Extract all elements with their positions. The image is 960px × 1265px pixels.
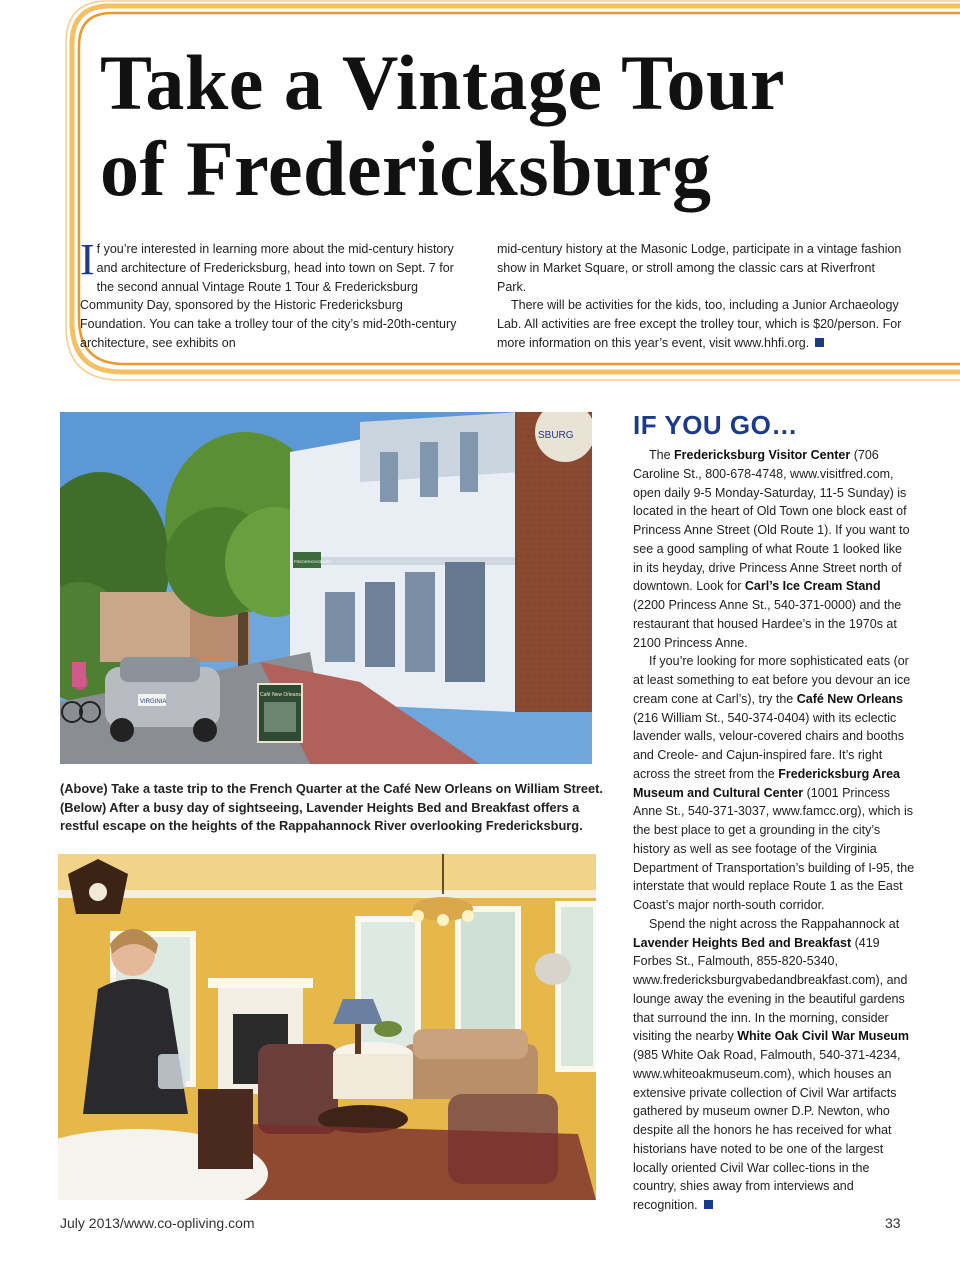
- text-run: (2200 Princess Anne St., 540-371-0000) and the restaurant that housed Hardee’s in the 1970s at 2100 Princess Anne.: [633, 598, 902, 650]
- carls-ice-cream-name: Carl’s Ice Cream Stand: [744, 579, 881, 594]
- banner-text: FREDERICKSBURG: [294, 559, 332, 564]
- title-line-1: Take a Vintage Tour: [100, 39, 785, 126]
- text-run: Spend the night across the Rappahannock at: [649, 916, 900, 931]
- lavender-heights-name: Lavender Heights Bed and Breakfast: [633, 935, 852, 950]
- text-run: The: [649, 448, 675, 462]
- intro-paragraph: [80, 235, 472, 353]
- if-you-go-sidebar: [633, 410, 915, 1215]
- intro-column-right: [497, 240, 902, 353]
- license-plate-text: VIRGINIA: [140, 699, 167, 705]
- sidebar-paragraph-3: [633, 915, 915, 1215]
- white-oak-museum-name: White Oak Civil War Museum: [737, 1029, 910, 1044]
- article-title: [100, 40, 930, 212]
- sidebar-paragraph-1: [633, 446, 915, 652]
- footer-issue-url: July 2013/www.co-opliving.com: [60, 1215, 255, 1231]
- text-run: (1001 Princess Anne St., 540-371-3037, www.famcc.org), which is the best place to get a grounding in the city’s history as well as see footage of the Virginia Department of Transportation’s building of I-95, the interstate that would replace Route 1 as the East Coast’s major north-south corridor.: [633, 785, 915, 912]
- text-run: (216 William St., 540-374-0404) with its eclectic lavender walls, velour-covered chairs and booths and Creole- and Cajun-inspired fare. It’s right across the street from the: [633, 710, 904, 781]
- museum-cultural-center-name: Fredericksburg Area Museum and Cultural Center: [633, 766, 901, 800]
- intro-column-left: [80, 235, 472, 353]
- photo-cafe-new-orleans-street: [60, 412, 592, 764]
- text-run: If you’re looking for more sophisticated eats (or at least something to eat before you devour an ice cream cone at Carl’s), try the: [633, 654, 911, 706]
- intro-text-left: f you’re interested in learning more about the mid-century history and architecture of Fredericksburg, head into town on Sept. 7 for the second annual Vintage Route 1 Tour & Fredericksburg Community Day, sponsored by the Historic Fredericksburg Foundation. You can take a trolley tour of the city’s mid-20th-century architecture, see exhibits on: [80, 242, 457, 350]
- photo-lavender-heights-interior: [58, 854, 596, 1200]
- intro-paragraph-2: [497, 296, 902, 352]
- caption-above: (Above) Take a taste trip to the French Quarter at the Café New Orleans on William Street.: [60, 781, 603, 796]
- sidebar-paragraph-2: [633, 652, 915, 915]
- intro-text-right: There will be activities for the kids, too, including a Junior Archaeology Lab. All activities are free except the trolley tour, which is $20/person. For more information on this year’s event, visit www.hhfi.org.: [497, 298, 902, 350]
- title-line-2: of Fredericksburg: [100, 125, 712, 212]
- storefront-sign-text: SBURG: [538, 430, 574, 441]
- caption-below: (Below) After a busy day of sightseeing, Lavender Heights Bed and Breakfast offers a restful escape on the heights of the Rappahannock River overlooking Fredericksburg.: [60, 799, 583, 833]
- sidebar-heading: IF YOU GO…: [633, 410, 798, 440]
- intro-paragraph-1: mid-century history at the Masonic Lodge, participate in a vintage fashion show in Market Square, or stroll among the classic cars at Riverfront Park.: [497, 242, 902, 294]
- text-run: (706 Caroline St., 800-678-4748, www.visitfred.com, open daily 9-5 Monday-Saturday, 11-5 Sunday) is located in the heart of Old Town one block east of Princess Anne Street (Old Route 1). If you want to see a good sampling of what Route 1 looked like in its heyday, drive Princess Anne Street north of downtown. Look for: [633, 448, 910, 594]
- text-run: (985 White Oak Road, Falmouth, 540-371-4234, www.whiteoakmuseum.com), which houses an extensive private collection of Civil War artifacts gathered by museum owner D.P. Newton, who despite all the honors he has received for what historians have noted to be one of the largest locally oriented Civil War collec-tions in the country, shies away from interviews and recognition.: [633, 1048, 901, 1212]
- page-number: 33: [885, 1215, 901, 1231]
- text-run: (419 Forbes St., Falmouth, 855-820-5340, www.fredericksburgvabedandbreakfast.com), and lounge away the evening in the beautiful gardens that surround the inn. In the morning, consider visiting the nearby: [633, 935, 908, 1044]
- end-mark-icon: [704, 1200, 713, 1209]
- cafe-new-orleans-name: Café New Orleans: [796, 691, 904, 706]
- sidewalk-sign-text: Café New Orleans: [260, 692, 301, 698]
- drop-cap: I: [80, 235, 95, 284]
- end-mark-icon: [815, 338, 824, 347]
- photo-caption: [60, 780, 605, 836]
- visitor-center-name: Fredericksburg Visitor Center: [674, 448, 851, 462]
